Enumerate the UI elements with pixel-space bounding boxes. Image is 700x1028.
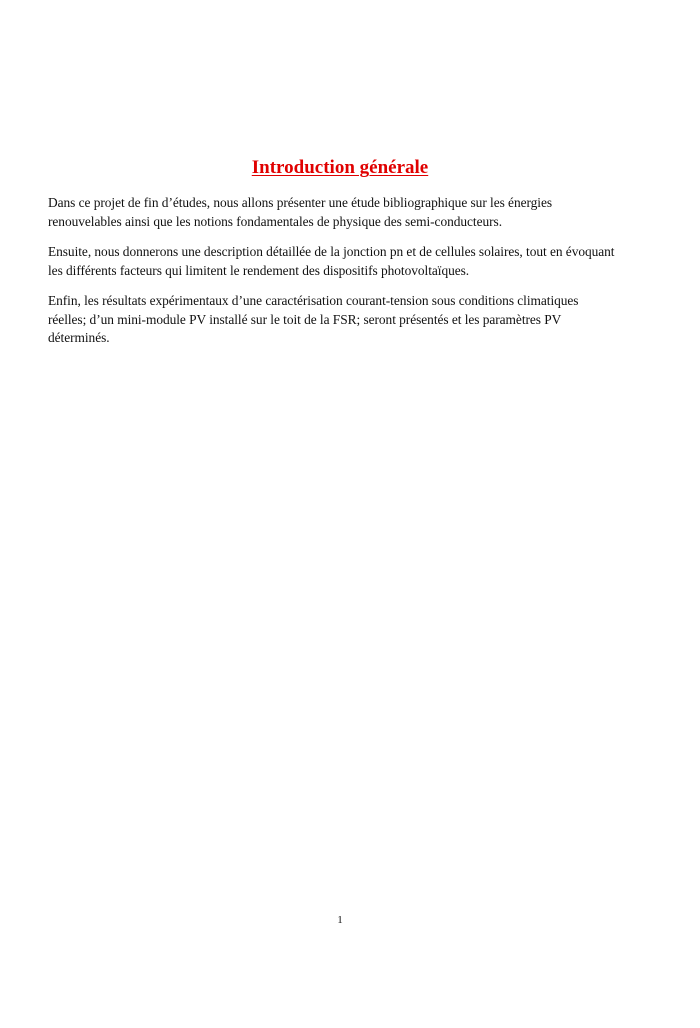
paragraph-final: Enfin, les résultats expérimentaux d’une caractérisation courant-tension sous conditions climatiques réelles; d’un mini-module PV installé sur le toit de la FSR; seront présentés et les paramètres PV déterminés. — [48, 293, 579, 345]
page-number: 1 — [337, 914, 343, 926]
page-title: Introduction générale — [251, 157, 429, 178]
paragraph-intro: Dans ce projet de fin d’études, nous allons présenter une étude bibliographique sur les énergies renouvelables ainsi que les notions fondamentales de physique des semi-conducteurs. — [48, 195, 553, 229]
paragraph-next: Ensuite, nous donnerons une description détaillée de la jonction pn et de cellules solaires, tout en évoquant les différents facteurs qui limitent le rendement des dispositifs photovoltaïques. — [48, 244, 615, 278]
